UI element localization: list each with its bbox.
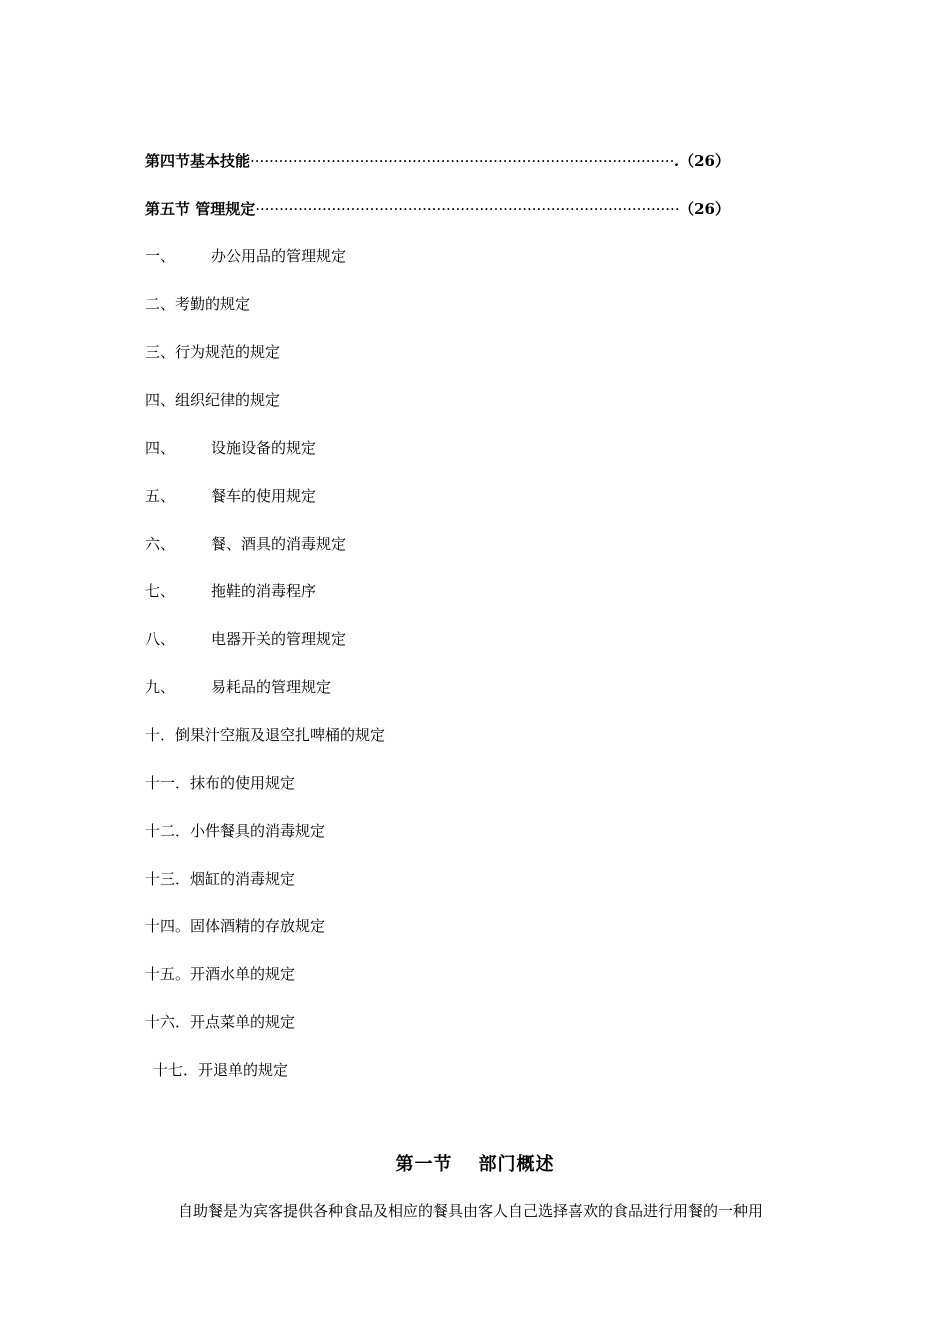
list-item-label: 电器开关的管理规定 — [211, 630, 347, 648]
list-item-label: 抹布的使用规定 — [190, 774, 296, 792]
list-item-number: 八、 — [145, 630, 176, 648]
list-item-label: 拖鞋的消毒程序 — [211, 582, 317, 600]
list-item-label: 餐车的使用规定 — [211, 487, 317, 505]
toc-entry-title: 第四节基本技能 — [145, 152, 251, 170]
list-item — [145, 915, 325, 936]
toc-entry-title: 第五节 管理规定 — [145, 200, 256, 218]
toc-entry-page: .（26） — [673, 152, 730, 170]
list-item — [145, 341, 280, 362]
list-item-label: 小件餐具的消毒规定 — [190, 822, 326, 840]
list-item-number: 十二． — [145, 822, 191, 840]
toc-entry-page: （26） — [679, 200, 730, 218]
list-item — [145, 437, 316, 458]
list-item — [145, 868, 295, 889]
list-item-number: 七、 — [145, 582, 176, 600]
list-item-label: 餐、酒具的消毒规定 — [211, 535, 347, 553]
list-item-label: 考勤的规定 — [175, 295, 251, 313]
list-item — [145, 676, 331, 697]
list-item-number: 六、 — [145, 535, 176, 553]
list-item — [145, 485, 316, 506]
list-item — [145, 533, 346, 554]
list-item — [145, 772, 295, 793]
list-item-number: 十一． — [145, 774, 191, 792]
list-item-label: 固体酒精的存放规定 — [190, 917, 326, 935]
list-item-number: 四、 — [145, 439, 176, 457]
list-item-number: 九、 — [145, 678, 176, 696]
toc-leader-dots — [255, 200, 679, 218]
list-item-number: 十三． — [145, 870, 191, 888]
toc-leader-dots — [250, 152, 674, 170]
list-item-number: 十四。 — [145, 917, 191, 935]
list-item — [145, 389, 280, 410]
body-paragraph: 自助餐是为宾客提供各种食品及相应的餐具由客人自己选择喜欢的食品进行用餐的一种用 — [178, 1202, 764, 1220]
list-item-number: 三、 — [145, 343, 176, 361]
list-item — [145, 963, 295, 984]
list-item — [145, 580, 316, 601]
list-item-label: 办公用品的管理规定 — [211, 247, 347, 265]
list-item-number: 五、 — [145, 487, 176, 505]
list-item-number: 一、 — [145, 247, 176, 265]
list-item — [145, 293, 250, 314]
list-item-label: 倒果汁空瓶及退空扎啤桶的规定 — [175, 726, 386, 744]
section-number: 第一节 — [395, 1154, 453, 1175]
section-title: 部门概述 — [478, 1154, 555, 1175]
list-item-number: 十七． — [153, 1061, 199, 1079]
list-item-label: 设施设备的规定 — [211, 439, 317, 457]
section-heading — [0, 1150, 950, 1176]
list-item-label: 行为规范的规定 — [175, 343, 281, 361]
list-item — [153, 1059, 288, 1080]
list-item — [145, 245, 346, 266]
list-item — [145, 628, 346, 649]
list-item — [145, 724, 385, 745]
toc-entry — [145, 198, 730, 219]
list-item-label: 开退单的规定 — [198, 1061, 289, 1079]
list-item-label: 开点菜单的规定 — [190, 1013, 296, 1031]
list-item — [145, 820, 325, 841]
list-item-label: 开酒水单的规定 — [190, 965, 296, 983]
list-item-label: 易耗品的管理规定 — [211, 678, 332, 696]
list-item — [145, 1011, 295, 1032]
toc-entry — [145, 150, 730, 171]
list-item-number: 十五。 — [145, 965, 191, 983]
list-item-number: 四、 — [145, 391, 176, 409]
list-item-number: 十． — [145, 726, 176, 744]
list-item-number: 二、 — [145, 295, 176, 313]
list-item-label: 烟缸的消毒规定 — [190, 870, 296, 888]
list-item-number: 十六． — [145, 1013, 191, 1031]
list-item-label: 组织纪律的规定 — [175, 391, 281, 409]
